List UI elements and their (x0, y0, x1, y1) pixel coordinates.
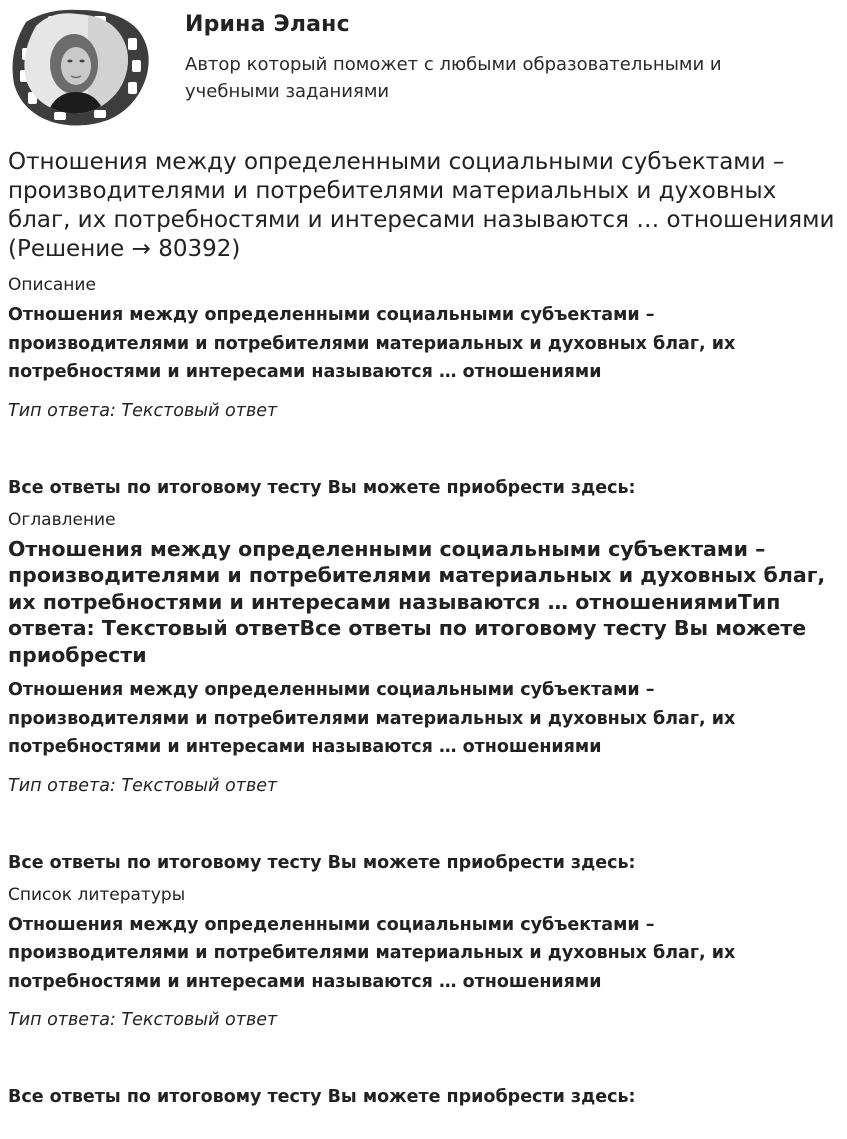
description-section (8, 274, 838, 499)
author-header (0, 0, 847, 135)
contents-answer-type: Тип ответа: Текстовый ответ (8, 775, 278, 796)
contents-title: Отношения между определенными социальными субъектами – производителями и потребителями материальных и духовных благ, их потребностями и интересами называются … отношениямиТип ответа: Текстовый ответВсе ответы по итоговому тесту Вы можете приобрести (8, 536, 826, 667)
author-avatar (8, 8, 150, 126)
references-label: Список литературы (8, 884, 186, 905)
contents-label: Оглавление (8, 509, 116, 530)
references-purchase-text: Все ответы по итоговому тесту Вы можете приобрести здесь: (8, 1087, 636, 1107)
contents-section (8, 509, 838, 874)
description-label: Описание (8, 275, 96, 295)
references-section (8, 884, 838, 1109)
page-title: Отношения между определенными социальными субъектами – производителями и потребителями материальных и духовных благ, их потребностями и интересами называются … отношениями (Решение → 80392) (8, 149, 835, 262)
description-answer-type: Тип ответа: Текстовый ответ (8, 400, 278, 421)
contents-question: Отношения между определенными социальными субъектами – производителями и потребителями материальных и духовных благ, их потребностями и интересами называются … отношениями (8, 680, 736, 757)
description-purchase-text: Все ответы по итоговому тесту Вы можете приобрести здесь: (8, 477, 636, 498)
references-question: Отношения между определенными социальными субъектами – производителями и потребителями материальных и духовных благ, их потребностями и интересами называются … отношениями (8, 914, 736, 992)
contents-purchase-text: Все ответы по итоговому тесту Вы можете приобрести здесь: (8, 852, 636, 873)
main-content (8, 148, 838, 1108)
author-name[interactable]: Ирина Эланс (185, 12, 350, 37)
description-question: Отношения между определенными социальными субъектами – производителями и потребителями материальных и духовных благ, их потребностями и интересами называются … отношениями (8, 305, 736, 382)
references-answer-type: Тип ответа: Текстовый ответ (8, 1010, 278, 1030)
author-bio: Автор который поможет с любыми образовательными и учебными заданиями (185, 54, 722, 102)
